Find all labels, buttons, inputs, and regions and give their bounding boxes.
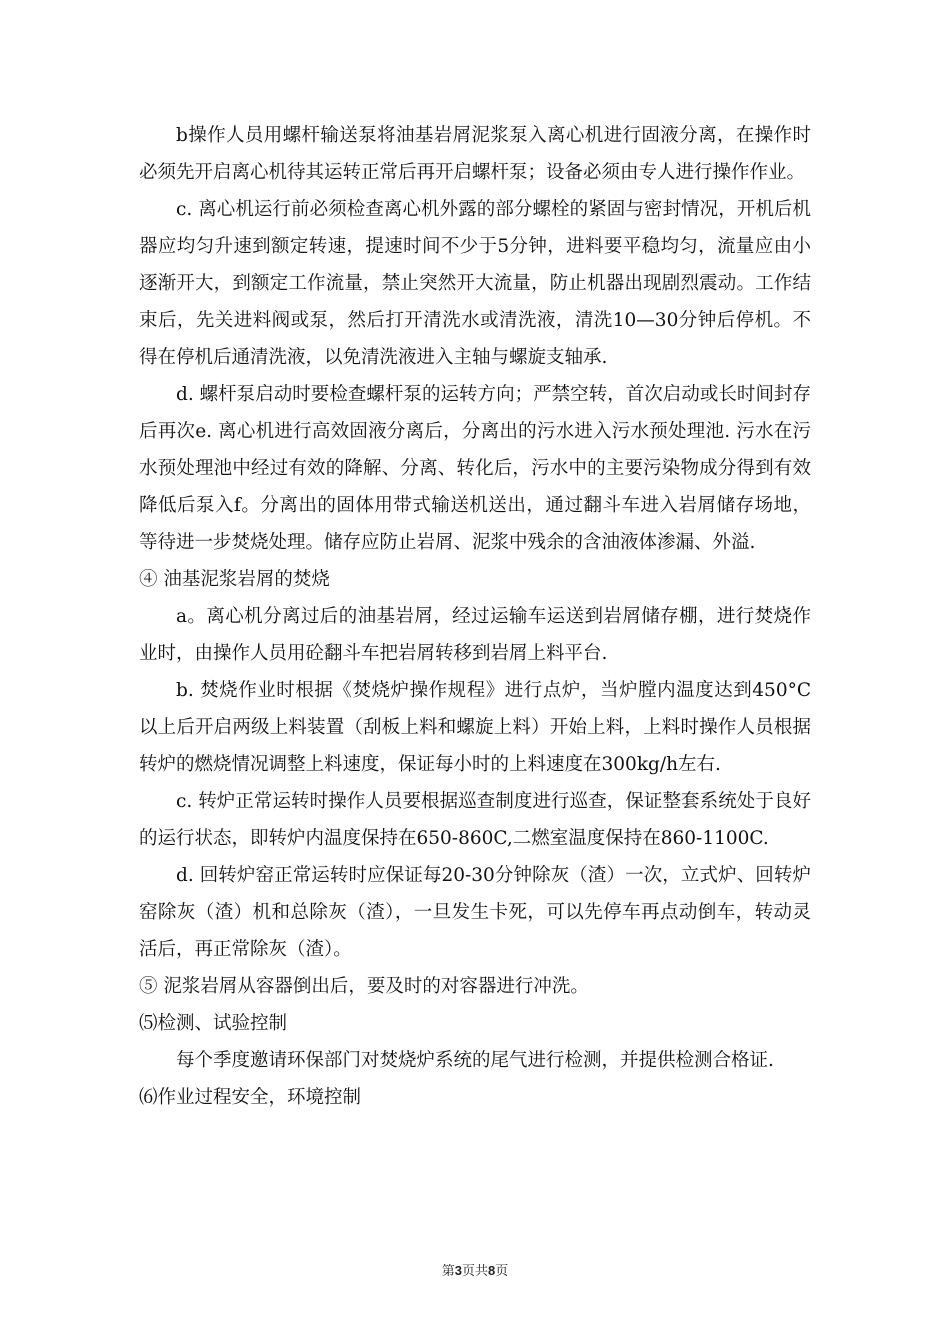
- heading-container-rinse: ⑤ 泥浆岩屑从容器倒出后，要及时的对容器进行冲洗。: [139, 976, 589, 997]
- paragraph-b-screw-pump: b操作人员用螺杆输送泵将油基岩屑泥浆泵入离心机进行固液分离，在操作时必须先开启离心机待其运转正常后再开启螺杆泵；设备必须由专人进行操作作业。: [139, 125, 811, 183]
- paragraph-d-e-f-separation: d. 螺杆泵启动时要检查螺杆泵的运转方向；严禁空转，首次启动或长时间封存后再次e. 离心机进行高效固液分离后，分离出的污水进入污水预处理池. 污水在污水预处理池中经过有效的降解、分离、转化后，污水中的主要污染物成分得到有效降低后泵入f。分离出的固体用带式输送机送出，通过翻斗车进入岩屑储存场地，等待进一步焚烧处理。储存应防止岩屑、泥浆中残余的含油液体渗漏、外溢.: [139, 384, 811, 553]
- heading-safety-environment: ⑹作业过程安全，环境控制: [139, 1087, 362, 1108]
- paragraph-quarterly-inspection: 每个季度邀请环保部门对焚烧炉系统的尾气进行检测，并提供检测合格证.: [176, 1050, 774, 1071]
- paragraph-b-ignition: b. 焚烧作业时根据《焚烧炉操作规程》进行点炉，当炉膛内温度达到450°C以上后开启两级上料装置（刮板上料和螺旋上料）开始上料，上料时操作人员根据转炉的燃烧情况调整上料速度，保证每小时的上料速度在300kg/h左右.: [139, 680, 811, 775]
- paragraph-a-transport: a。离心机分离过后的油基岩屑，经过运输车运送到岩屑储存棚，进行焚烧作业时，由操作人员用砼翻斗车把岩屑转移到岩屑上料平台.: [139, 606, 811, 664]
- footer-prefix: 第: [441, 1264, 455, 1279]
- paragraph-d-ash-removal: d. 回转炉窑正常运转时应保证每20-30分钟除灰（渣）一次，立式炉、回转炉窑除灰（渣）机和总除灰（渣），一旦发生卡死，可以先停车再点动倒车，转动灵活后，再正常除灰（渣）。: [139, 865, 811, 960]
- footer-suffix: 页: [495, 1264, 509, 1279]
- heading-testing-control: ⑸检测、试验控制: [139, 1013, 288, 1034]
- document-body: [139, 117, 811, 1116]
- page-footer: [0, 1262, 950, 1281]
- footer-middle: 页共: [461, 1264, 488, 1279]
- footer-total-pages: 8: [488, 1263, 496, 1278]
- paragraph-c-inspection: c. 转炉正常运转时操作人员要根据巡查制度进行巡查，保证整套系统处于良好的运行状态，即转炉内温度保持在650-860C,二燃室温度保持在860-1100C.: [139, 791, 811, 849]
- paragraph-c-centrifuge: c. 离心机运行前必须检查离心机外露的部分螺栓的紧固与密封情况，开机后机器应均匀升速到额定转速，提速时间不少于5分钟，进料要平稳均匀，流量应由小逐渐开大，到额定工作流量，禁止突然开大流量，防止机器出现剧烈震动。工作结束后，先关进料阀或泵，然后打开清洗水或清洗液，清洗10—30分钟后停机。不得在停机后通清洗液，以免清洗液进入主轴与螺旋支轴承.: [139, 199, 811, 368]
- footer-page-number: 3: [454, 1263, 462, 1278]
- heading-incineration: ④ 油基泥浆岩屑的焚烧: [139, 569, 330, 590]
